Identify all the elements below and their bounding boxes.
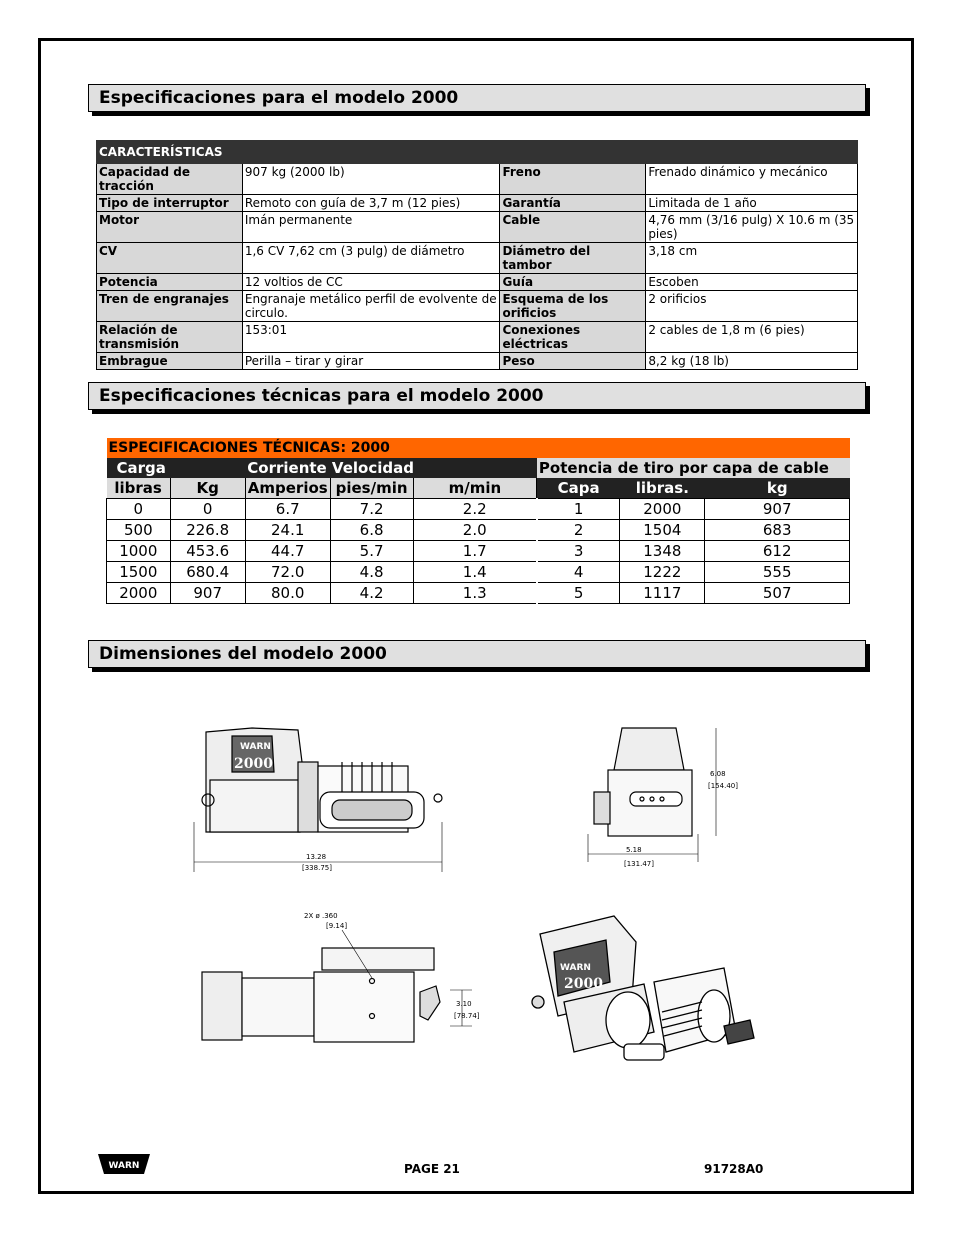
hole-note-label: 2X ø .360 — [304, 912, 338, 920]
specs-row — [97, 274, 858, 291]
carga-header: Carga — [107, 458, 246, 478]
spec-label: Cable — [500, 212, 646, 243]
front-model-text: 2000 — [234, 756, 273, 772]
tech-cell: 24.1 — [245, 520, 330, 541]
specs-table — [96, 140, 858, 370]
spec-value: Imán permanente — [242, 212, 500, 243]
tech-row — [107, 541, 850, 562]
specs-row — [97, 195, 858, 212]
tech-table — [106, 438, 850, 604]
tech-row — [107, 583, 850, 604]
spec-label: Motor — [97, 212, 243, 243]
tech-cell: 0 — [170, 499, 245, 520]
side-width-mm-label: [131.47] — [624, 860, 654, 868]
tech-col-header: Kg — [170, 478, 245, 499]
specs-row — [97, 322, 858, 353]
spec-label: Capacidad de tracción — [97, 164, 243, 195]
spec-label: Freno — [500, 164, 646, 195]
specs-row — [97, 212, 858, 243]
top-view-drawing — [192, 906, 482, 1054]
tech-cell: 453.6 — [170, 541, 245, 562]
spec-value: 1,6 CV 7,62 cm (3 pulg) de diámetro — [242, 243, 500, 274]
tech-cell: 1500 — [107, 562, 171, 583]
tech-cell: 555 — [705, 562, 850, 583]
tech-cell: 4.2 — [330, 583, 413, 604]
tech-cell: 1.4 — [413, 562, 537, 583]
tech-cell: 683 — [705, 520, 850, 541]
tech-cell: 2000 — [620, 499, 705, 520]
tech-cell: 80.0 — [245, 583, 330, 604]
front-dim-label: 13.28 — [306, 853, 327, 861]
tech-cell: 4 — [537, 562, 620, 583]
spec-value: Frenado dinámico y mecánico — [646, 164, 858, 195]
spec-label: Peso — [500, 353, 646, 370]
tech-cell: 7.2 — [330, 499, 413, 520]
tech-title: ESPECIFICACIONES TÉCNICAS: 2000 — [107, 438, 850, 458]
tech-cell: 1.3 — [413, 583, 537, 604]
dims-section-title: Dimensiones del modelo 2000 — [88, 640, 866, 668]
tech-col-header: pies/min — [330, 478, 413, 499]
tech-cell: 6.8 — [330, 520, 413, 541]
spec-value: 907 kg (2000 lb) — [242, 164, 500, 195]
spec-label: Guía — [500, 274, 646, 291]
tech-cell: 72.0 — [245, 562, 330, 583]
tech-cell: 500 — [107, 520, 171, 541]
specs-header-blank — [500, 141, 858, 164]
iso-model-text: 2000 — [564, 976, 603, 992]
front-view-drawing — [192, 722, 452, 878]
spec-label: Embrague — [97, 353, 243, 370]
tech-cell: 1000 — [107, 541, 171, 562]
tech-cell: 612 — [705, 541, 850, 562]
spec-label: Tren de engranajes — [97, 291, 243, 322]
tech-cell: 907 — [705, 499, 850, 520]
specs-row — [97, 164, 858, 195]
spec-label: Diámetro del tambor — [500, 243, 646, 274]
spec-label: Potencia — [97, 274, 243, 291]
tech-cell: 4.8 — [330, 562, 413, 583]
page-number: PAGE 21 — [404, 1162, 460, 1176]
tech-row — [107, 562, 850, 583]
spec-label: Relación de transmisión — [97, 322, 243, 353]
tech-col-header: m/min — [413, 478, 537, 499]
side-view-drawing — [586, 722, 746, 874]
tech-cell: 680.4 — [170, 562, 245, 583]
isometric-view-drawing — [524, 912, 770, 1080]
tech-col-header: libras. — [620, 478, 705, 499]
tech-cell: 6.7 — [245, 499, 330, 520]
tech-col-header: libras — [107, 478, 171, 499]
spec-label: Garantía — [500, 195, 646, 212]
warn-logo — [98, 1152, 150, 1176]
tech-section-title: Especificaciones técnicas para el modelo 2000 — [88, 382, 866, 410]
tech-cell: 2 — [537, 520, 620, 541]
tech-cell: 2000 — [107, 583, 171, 604]
hole-note-mm-label: [9.14] — [326, 922, 348, 930]
tech-cell: 1117 — [620, 583, 705, 604]
tech-cell: 907 — [170, 583, 245, 604]
tech-row — [107, 520, 850, 541]
front-dim-mm-label: [338.75] — [302, 864, 332, 872]
tech-cell: 0 — [107, 499, 171, 520]
spec-value: 8,2 kg (18 lb) — [646, 353, 858, 370]
tech-cell: 507 — [705, 583, 850, 604]
specs-header: CARACTERÍSTICAS — [97, 141, 500, 164]
top-dim-mm-label: [78.74] — [454, 1012, 480, 1020]
tech-cell: 5.7 — [330, 541, 413, 562]
specs-row — [97, 353, 858, 370]
spec-value: 4,76 mm (3/16 pulg) X 10.6 m (35 pies) — [646, 212, 858, 243]
spec-value: Escoben — [646, 274, 858, 291]
specs-row — [97, 291, 858, 322]
potencia-header: Potencia de tiro por capa de cable — [537, 458, 850, 478]
tech-cell: 1348 — [620, 541, 705, 562]
spec-value: Limitada de 1 año — [646, 195, 858, 212]
specs-row — [97, 243, 858, 274]
spec-value: 12 voltios de CC — [242, 274, 500, 291]
warn-logo-text: WARN — [108, 1161, 140, 1171]
tech-cell: 1.7 — [413, 541, 537, 562]
front-brand-text: WARN — [240, 742, 271, 752]
specs-section-title: Especificaciones para el modelo 2000 — [88, 84, 866, 112]
spec-value: Remoto con guía de 3,7 m (12 pies) — [242, 195, 500, 212]
tech-cell: 1222 — [620, 562, 705, 583]
tech-col-header: Amperios — [245, 478, 330, 499]
spec-value: Engranaje metálico perfil de evolvente de circulo. — [242, 291, 500, 322]
doc-id: 91728A0 — [704, 1162, 764, 1176]
side-height-mm-label: [154.40] — [708, 782, 738, 790]
spec-value: 153:01 — [242, 322, 500, 353]
spec-value: 2 orificios — [646, 291, 858, 322]
spec-value: 2 cables de 1,8 m (6 pies) — [646, 322, 858, 353]
tech-cell: 1 — [537, 499, 620, 520]
side-height-label: 6.08 — [710, 770, 726, 778]
tech-cell: 2.2 — [413, 499, 537, 520]
top-dim-label: 3.10 — [456, 1000, 472, 1008]
spec-label: Tipo de interruptor — [97, 195, 243, 212]
spec-value: Perilla – tirar y girar — [242, 353, 500, 370]
tech-cell: 3 — [537, 541, 620, 562]
tech-cell: 2.0 — [413, 520, 537, 541]
tech-cell: 44.7 — [245, 541, 330, 562]
spec-value: 3,18 cm — [646, 243, 858, 274]
spec-label: CV — [97, 243, 243, 274]
tech-cell: 1504 — [620, 520, 705, 541]
spec-label: Esquema de los orificios — [500, 291, 646, 322]
tech-col-header: kg — [705, 478, 850, 499]
tech-col-header: Capa — [537, 478, 620, 499]
spec-label: Conexiones eléctricas — [500, 322, 646, 353]
tech-cell: 226.8 — [170, 520, 245, 541]
tech-cell: 5 — [537, 583, 620, 604]
iso-brand-text: WARN — [560, 963, 591, 973]
side-width-label: 5.18 — [626, 846, 642, 854]
tech-row — [107, 499, 850, 520]
corriente-velocidad-header: Corriente Velocidad — [245, 458, 537, 478]
